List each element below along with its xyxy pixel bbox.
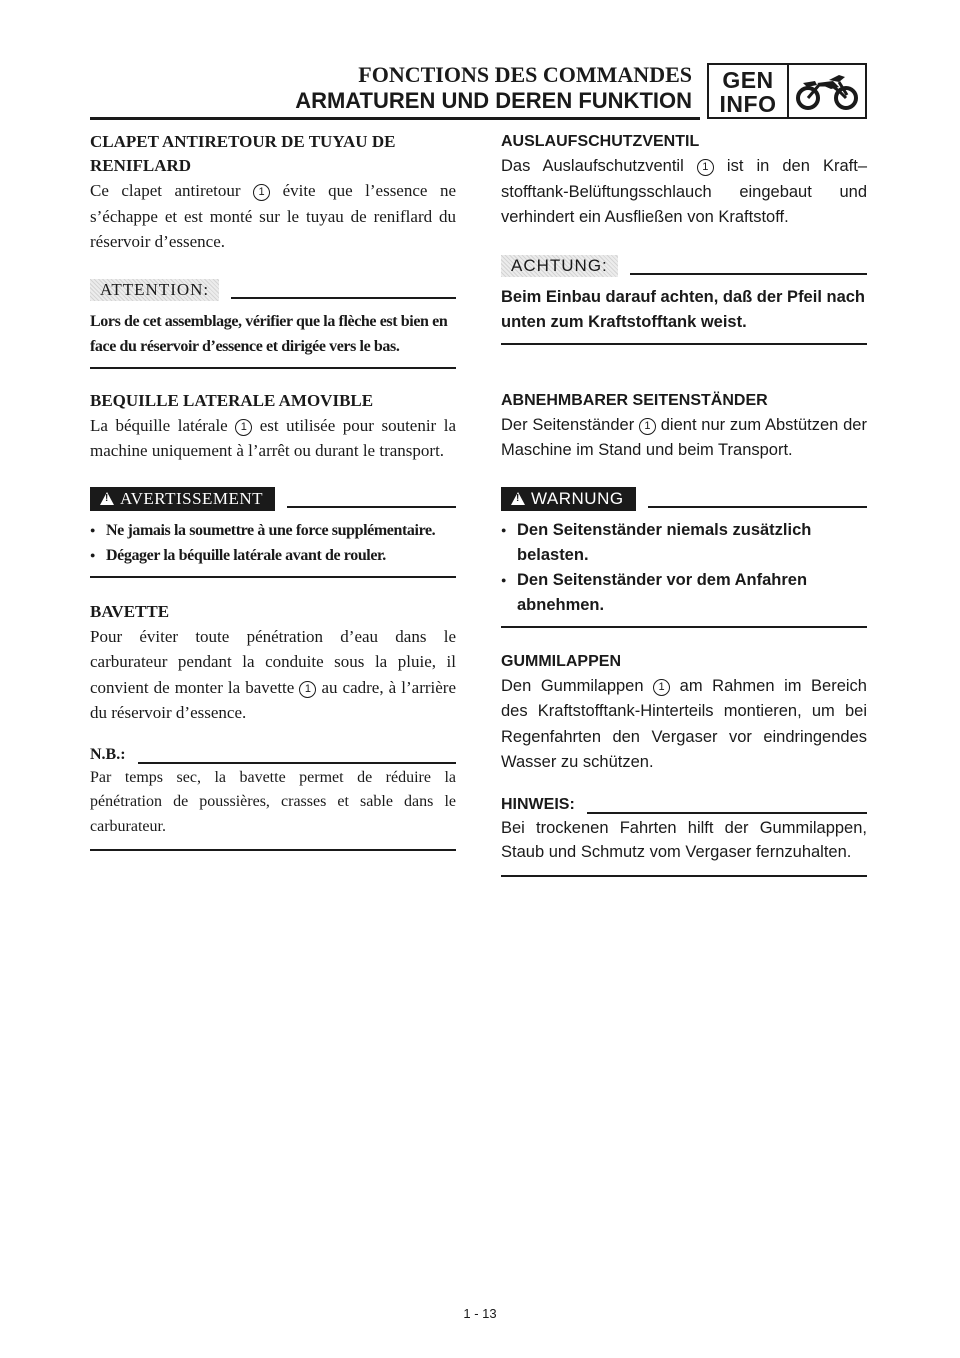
callout-number: 1 (253, 184, 270, 201)
divider (648, 506, 867, 508)
section-heading-breather-valve: CLAPET ANTIRETOUR DE TUYAU DE RENIFLARD (90, 132, 396, 175)
section-heading-breather-valve-de: AUSLAUFSCHUTZVENTIL (501, 133, 700, 150)
paragraph-mud-flap (90, 624, 456, 726)
warning-box (90, 486, 456, 578)
divider (138, 762, 456, 764)
attention-label: ATTENTION: (90, 279, 219, 301)
text-segment: au cadre, à l’arrière du réservoir d’essence. (90, 677, 456, 722)
note-label-de: HINWEIS: (501, 795, 575, 813)
text-segment: La béquille latérale (90, 415, 228, 435)
page-number: 1 - 13 (463, 1306, 497, 1321)
callout-number: 1 (697, 159, 714, 176)
text-segment: ist in den Kraft–stofftank-Belüftungsschlauch eingebaut und verhindert ein Ausfließen von Kraftstoff. (501, 157, 867, 226)
text-segment: Pour éviter toute pénétration d’eau dans le carburateur pendant la conduite sous la pluie, il convient de monter la bavette (90, 626, 456, 697)
text-segment: dient nur zum Abstützen der Maschine im Stand und beim Transport. (501, 415, 867, 459)
divider (231, 297, 456, 299)
header-rule (90, 117, 700, 120)
text-segment: évite que l’essence ne s’échappe et est monté sur le tuyau de reniflard du réservoir d’essence. (90, 181, 456, 251)
header-title-fr: FONCTIONS DES COMMANDES (358, 62, 692, 87)
note-label: N.B.: (90, 745, 126, 763)
paragraph-breather-valve (90, 178, 456, 255)
paragraph-breather-valve-de (501, 154, 867, 231)
divider (287, 506, 456, 508)
warning-tag-de (501, 487, 636, 511)
callout-number: 1 (299, 681, 316, 698)
attention-box-de (501, 253, 867, 345)
section-badge (707, 63, 867, 119)
text-segment: Den Gummilappen (501, 676, 644, 695)
text-segment: Ce clapet antiretour (90, 181, 241, 200)
callout-number: 1 (235, 419, 252, 436)
badge-label (709, 65, 789, 117)
warning-label: AVERTISSEMENT (120, 488, 264, 508)
badge-line-1: GEN (722, 67, 774, 93)
text-segment: est utilisée pour soutenir la machine uniquement à l’arrêt ou durant le transport. (90, 415, 457, 460)
text-segment: am Rahmen im Bereich des Kraftstofftank-Hinterteils montieren, um bei Regenfahrten den Vergaser vor eindringendes Wasser zu schützen. (501, 676, 867, 771)
note-body-de: Bei trockenen Fahrten hilft der Gummilappen, Staub und Schmutz vom Vergaser fernzuhalten. (501, 816, 867, 877)
warning-body-de (501, 518, 867, 628)
section-heading-side-stand: BEQUILLE LATERALE AMOVIBLE (90, 390, 374, 410)
note-body: Par temps sec, la bavette permet de réduire la pénétration de poussières, crasses et sable dans le carburateur. (90, 766, 456, 852)
column-german (501, 130, 867, 877)
badge-line-2: INFO (719, 91, 777, 117)
list-item: ● Den Seitenständer vor dem Anfahren abnehmen. (501, 568, 867, 618)
list-item: ● Dégager la béquille latérale avant de rouler. (90, 543, 456, 568)
column-french (90, 130, 456, 851)
note-box-de (501, 794, 867, 877)
attention-body: Lors de cet assemblage, vérifier que la flèche est bien en face du réservoir d’essence et dirigée vers le bas. (90, 309, 456, 369)
header-title-de: ARMATUREN UND DEREN FUNKTION (295, 88, 692, 113)
attention-box (90, 277, 456, 369)
note-box (90, 744, 456, 852)
warning-label-de: WARNUNG (531, 488, 624, 508)
section-heading-mud-flap: BAVETTE (90, 601, 170, 621)
text-segment: Das Auslaufschutzventil (501, 157, 684, 175)
divider (630, 273, 867, 275)
list-item: ● Den Seitenständer niemals zusätzlich belasten. (501, 518, 867, 568)
text-segment: Der Seitenständer (501, 415, 635, 434)
section-heading-mud-flap-de: GUMMILAPPEN (501, 652, 621, 670)
warning-body (90, 518, 456, 578)
paragraph-mud-flap-de (501, 674, 867, 776)
warning-triangle-icon (100, 492, 114, 505)
section-heading-side-stand-de: ABNEHMBARER SEITENSTÄNDER (501, 391, 768, 409)
paragraph-side-stand (90, 413, 456, 464)
warning-triangle-icon (511, 492, 525, 505)
attention-label-de: ACHTUNG: (501, 255, 618, 277)
motorcycle-icon (789, 65, 865, 117)
divider (587, 812, 867, 814)
callout-number: 1 (639, 418, 656, 435)
attention-body-de: Beim Einbau darauf achten, daß der Pfeil nach unten zum Kraftstofftank weist. (501, 285, 867, 345)
paragraph-side-stand-de (501, 413, 867, 464)
list-item: ● Ne jamais la soumettre à une force supplémentaire. (90, 518, 456, 543)
warning-tag (90, 487, 275, 511)
warning-box-de (501, 486, 867, 628)
callout-number: 1 (653, 679, 670, 696)
